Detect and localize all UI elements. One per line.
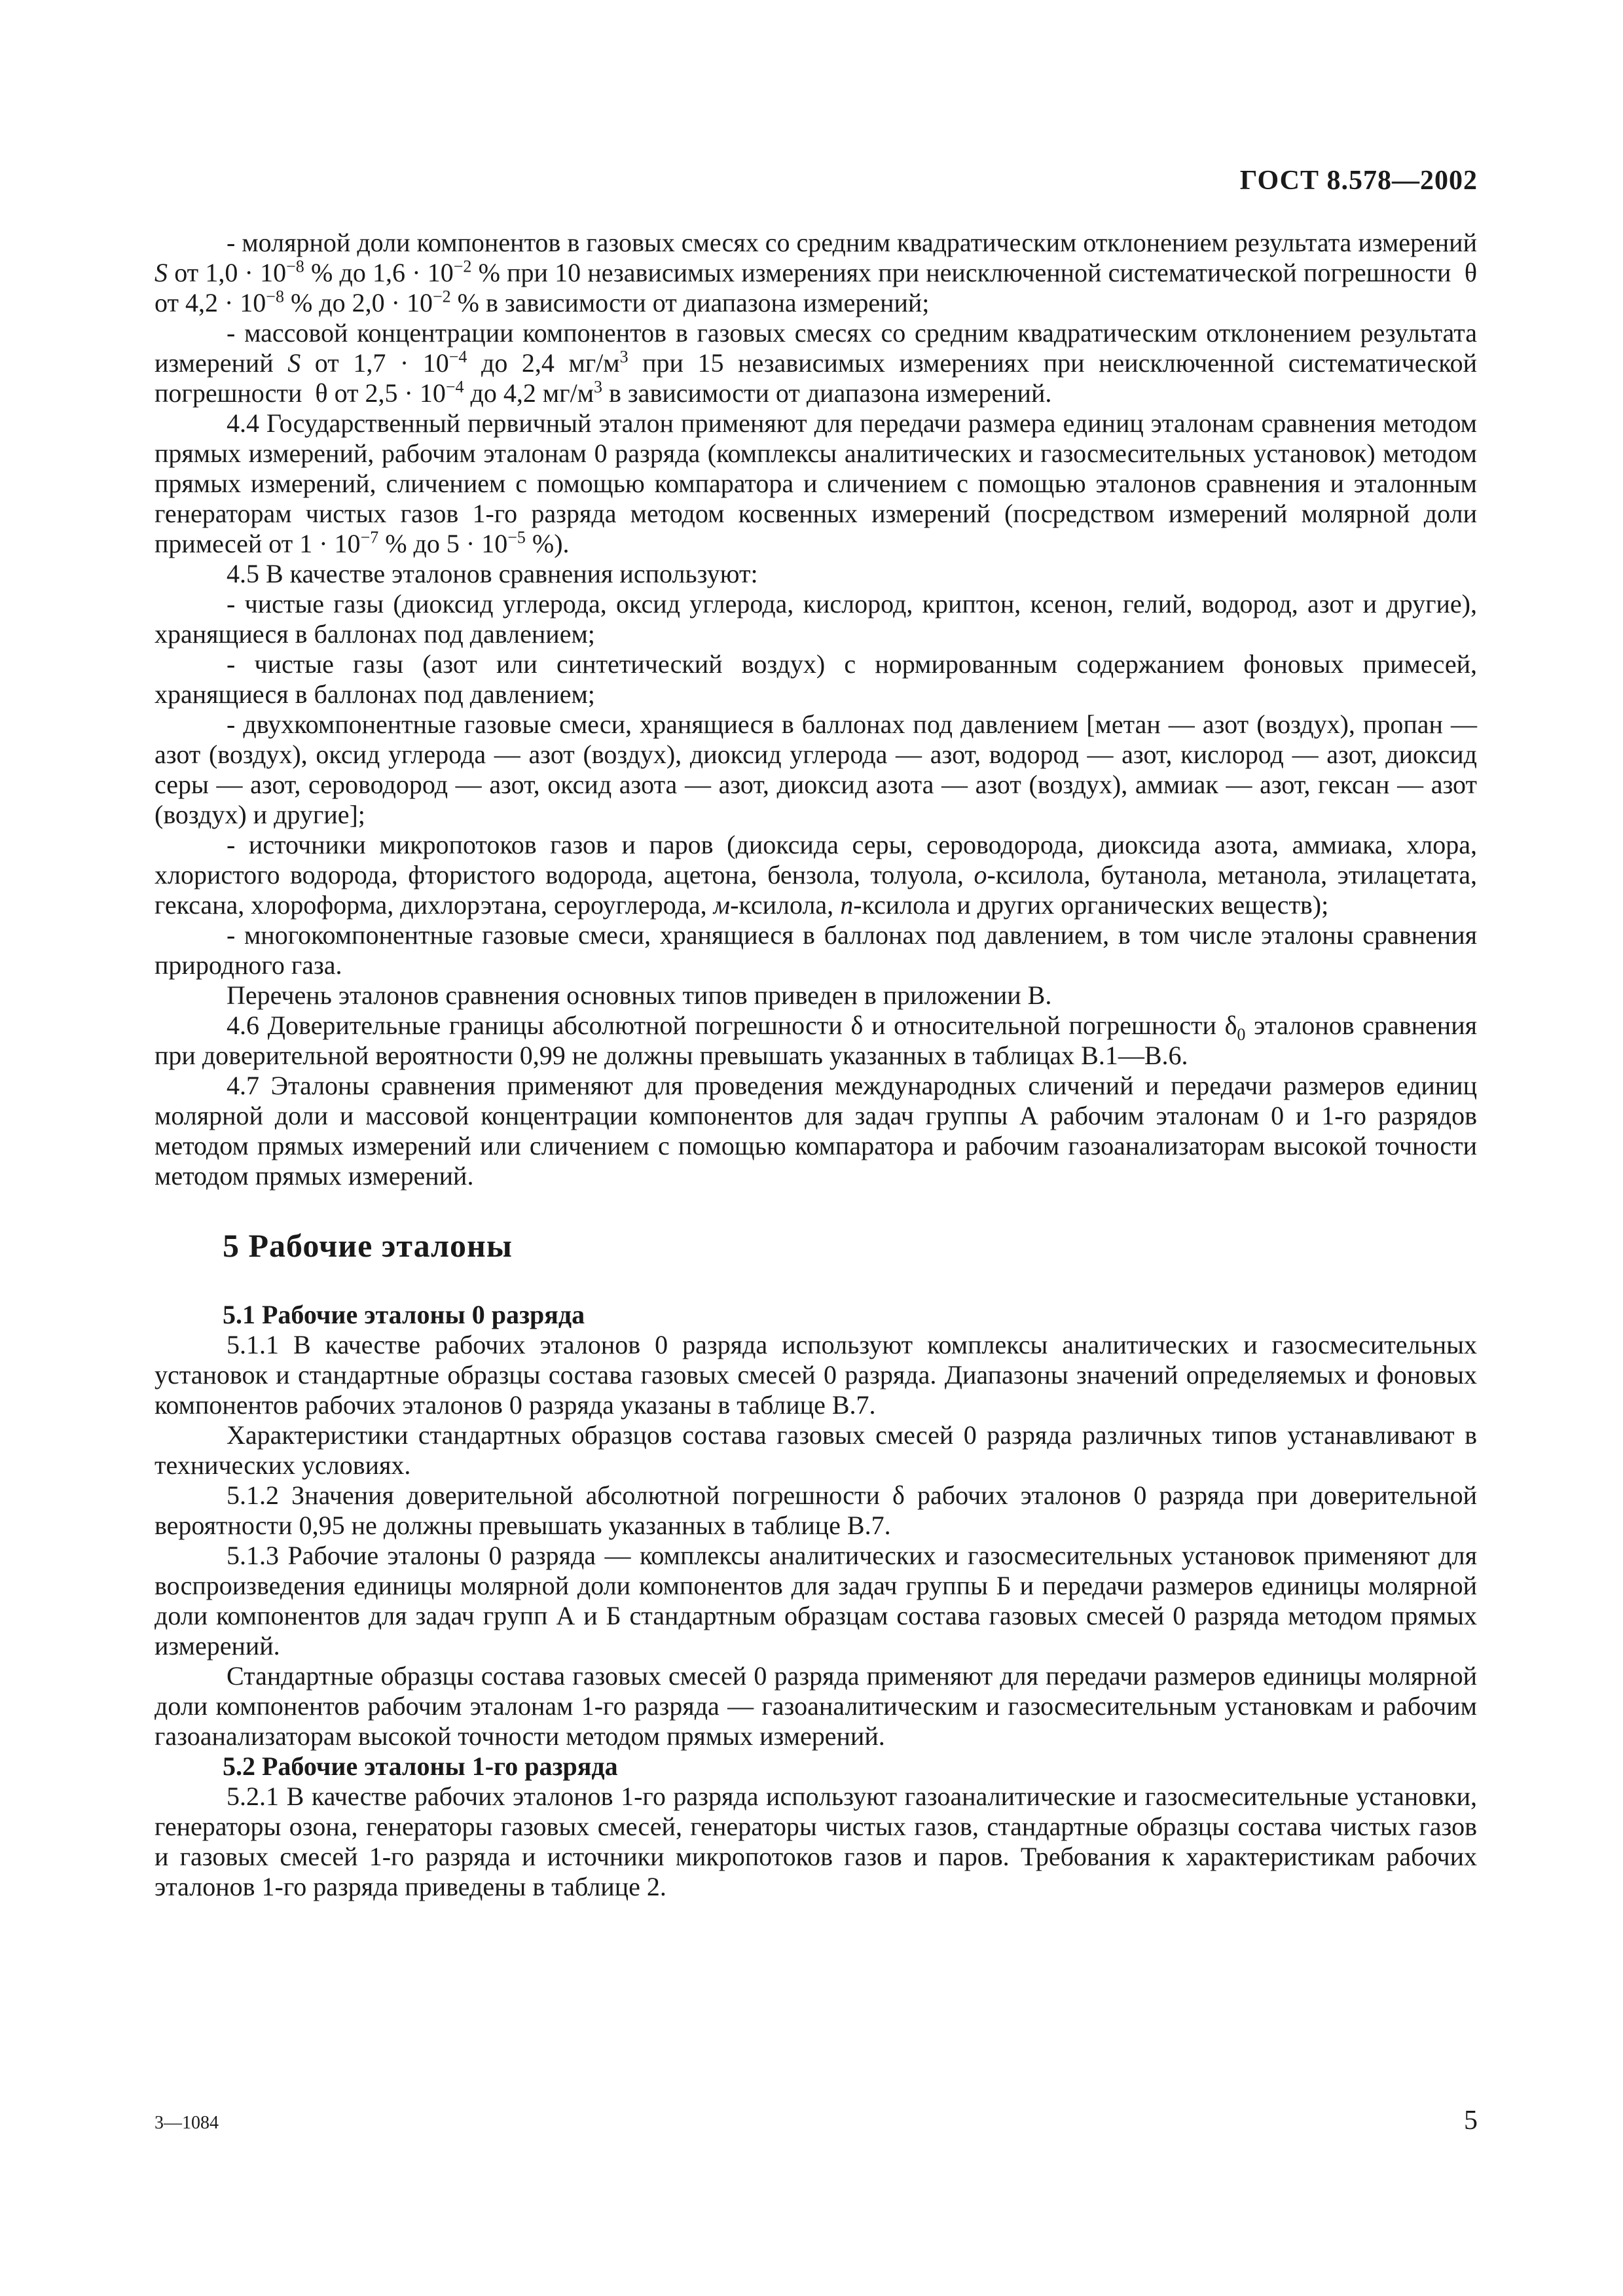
- paragraph: 4.5 В качестве эталонов сравнения используют:: [227, 559, 758, 588]
- paragraph: 4.6 Доверительные границы абсолютной погрешности δ и относительной погрешности $\delta_0$ эталонов сравнения при доверительной вероятности 0,99 не должны превышать указанных в таблицах В.1—В.6.: [155, 1011, 1478, 1070]
- paragraph: 4.4 Государственный первичный эталон применяют для передачи размера единиц эталонам сравнения методом прямых измерений, рабочим эталонам 0 разряда (комплексы аналитических и газосмесительных установок) методом прямых измерений, сличением с помощью компаратора и сличением с помощью эталонов сравнения и эталонным генераторам чистых газов 1-го разряда методом косвенных измерений (посредством измерений молярной доли примесей от $1 \cdot 10^{-7}$ % до $5 \cdot 10^{-5}$ %).: [155, 408, 1477, 558]
- subsection-heading: 5.1 Рабочие эталоны 0 разряда: [223, 1300, 585, 1329]
- list-item: - двухкомпонентные газовые смеси, хранящиеся в баллонах под давлением [метан — азот (воздух), пропан — азот (воздух), оксид углерода — азот (воздух), диоксид углерода — азот, водород — азот, кислород — азот, диоксид серы — азот, сероводород — азот, оксид азота — азот, диоксид азота — азот (воздух), аммиак — азот, гексан — азот (воздух) и другие];: [155, 709, 1477, 829]
- paragraph: 5.1.3 Рабочие эталоны 0 разряда — комплексы аналитических и газосмесительных установок применяют для воспроизведения единицы молярной доли компонентов для задач группы Б и передачи размеров единицы молярной доли компонентов для задач групп А и Б стандартным образцам состава газовых смесей 0 разряда методом прямых измерений.: [155, 1541, 1477, 1660]
- paragraph: Стандартные образцы состава газовых смесей 0 разряда применяют для передачи размеров единицы молярной доли компонентов рабочим эталонам 1-го разряда — газоаналитическим и газосмесительным установкам и рабочим газоанализаторам высокой точности методом прямых измерений.: [155, 1661, 1477, 1751]
- paragraph: 5.1.1 В качестве рабочих эталонов 0 разряда используют комплексы аналитических и газосмесительных установок и стандартные образцы состава газовых смесей 0 разряда. Диапазоны значений определяемых и фоновых компонентов рабочих эталонов 0 разряда указаны в таблице В.7.: [155, 1330, 1477, 1420]
- list-item: - молярной доли компонентов в газовых смесях со средним квадратическим отклонением результата измерений S от $1,0 \cdot 10^{-8}$ % до $1,6 \cdot 10^{-2}$ % при 10 независимых измерениях при неисключенной систематической погрешности θ от $4,2 \cdot 10^{-8}$ % до $2,0 \cdot 10^{-2}$ % в зависимости от диапазона измерений;: [155, 228, 1477, 317]
- list-item: - многокомпонентные газовые смеси, хранящиеся в баллонах под давлением, в том числе эталоны сравнения природного газа.: [155, 920, 1477, 980]
- subsection-heading: 5.2 Рабочие эталоны 1-го разряда: [223, 1751, 618, 1781]
- paragraph: Характеристики стандартных образцов состава газовых смесей 0 разряда различных типов устанавливают в технических условиях.: [155, 1420, 1477, 1480]
- paragraph: Перечень эталонов сравнения основных типов приведен в приложении В.: [227, 980, 1052, 1010]
- section-heading: 5 Рабочие эталоны: [223, 1227, 513, 1264]
- list-item: - массовой концентрации компонентов в газовых смесях со средним квадратическим отклонением результата измерений S от $1,7 \cdot 10^{-4}$ до 2,4 $мг/м^3$ при 15 независимых измерениях при неисключенной систематической погрешности θ от $2,5 \cdot 10^{-4}$ до 4,2 $мг/м^3$ в зависимости от диапазона измерений.: [155, 318, 1478, 408]
- paragraph: 5.1.2 Значения доверительной абсолютной погрешности δ рабочих эталонов 0 разряда при доверительной вероятности 0,95 не должны превышать указанных в таблице В.7.: [155, 1480, 1477, 1540]
- list-item: - источники микропотоков газов и паров (диоксида серы, сероводорода, диоксида азота, аммиака, хлора, хлористого водорода, фтористого водорода, ацетона, бензола, толуола, о-ксилола, бутанола, метанола, этилацетата, гексана, хлороформа, дихлорэтана, сероуглерода, м-ксилола, n-ксилола и других органических веществ);: [155, 830, 1477, 920]
- print-code: 3—1084: [155, 2113, 219, 2133]
- document-body: [155, 228, 1477, 1902]
- document-header: ГОСТ 8.578—2002: [1239, 166, 1478, 196]
- list-item: - чистые газы (азот или синтетический воздух) с нормированным содержанием фоновых примесей, хранящиеся в баллонах под давлением;: [155, 649, 1477, 709]
- paragraph: 4.7 Эталоны сравнения применяют для проведения международных сличений и передачи размеров единиц молярной доли и массовой концентрации компонентов для задач группы А рабочим эталонам 0 и 1-го разрядов методом прямых измерений или сличением с помощью компаратора и рабочим газоанализаторам высокой точности методом прямых измерений.: [155, 1071, 1477, 1191]
- list-item: - чистые газы (диоксид углерода, оксид углерода, кислород, криптон, ксенон, гелий, водород, азот и другие), хранящиеся в баллонах под давлением;: [155, 589, 1477, 649]
- page-number: 5: [1464, 2106, 1478, 2136]
- paragraph: 5.2.1 В качестве рабочих эталонов 1-го разряда используют газоаналитические и газосмесительные установки, генераторы озона, генераторы газовых смесей, генераторы чистых газов, стандартные образцы состава чистых газов и газовых смесей 1-го разряда и источники микропотоков газов и паров. Требования к характеристикам рабочих эталонов 1-го разряда приведены в таблице 2.: [155, 1782, 1477, 1901]
